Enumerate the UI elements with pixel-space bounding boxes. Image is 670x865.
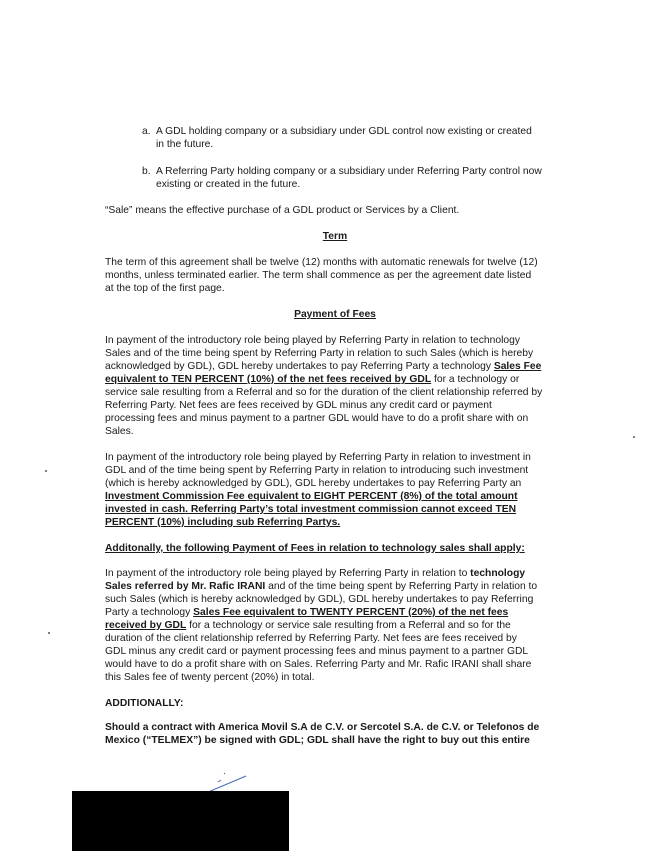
term-paragraph: The term of this agreement shall be twelve (12) months with automatic renewals for twelve (12) months, unless terminated earlier. The term shall commence as per the agreement date listed at the top of the first page.	[105, 257, 538, 294]
investment-fee-emphasis: invested in cash. Referring Party’s total investment commission cannot exceed TEN	[105, 504, 517, 515]
sales-fee-emphasis: Sales Fee	[493, 361, 542, 372]
payment-heading: Payment of Fees	[294, 309, 376, 320]
scan-speck	[633, 436, 635, 438]
sales-fee-emphasis: received by GDL	[105, 620, 187, 631]
payment-paragraph-2: In payment of the introductory role being played by Referring Party in relation to investment in GDL and of the time being spent by Referring Party in relation to introducing such investment (which is hereby acknowledged by GDL), GDL hereby undertakes to pay Referring Party an Investment Commission Fee equivalent to EIGHT PERCENT (8%) of the total amount invested in cash. Referring Party’s total investment commission cannot exceed TEN PERCENT (10%) including sub Referring Partys.	[105, 451, 555, 529]
investment-fee-emphasis: PERCENT (10%) including sub Referring Partys.	[105, 517, 341, 528]
list-marker: b.	[142, 166, 151, 177]
redaction-block	[72, 791, 289, 851]
list-marker: a.	[142, 126, 151, 137]
list-text: A Referring Party holding company or a subsidiary under Referring Party control now existing or created in the future.	[156, 166, 542, 190]
sales-fee-emphasis: Sales Fee equivalent to TWENTY PERCENT (20%) of the net fees	[193, 607, 509, 618]
scan-speck	[45, 470, 47, 472]
additionally-paragraph: Should a contract with America Movil S.A de C.V. or Sercotel S.A. de C.V. or Telefonos de Mexico (“TELMEX”) be signed with GDL; GDL shall have the right to buy out this entire	[105, 722, 540, 746]
term-heading: Term	[322, 231, 348, 242]
additional-fees-heading: Additonally, the following Payment of Fees in relation to technology sales shall apply:	[105, 543, 525, 554]
investment-fee-emphasis: Investment Commission Fee equivalent to EIGHT PERCENT (8%) of the total amount	[105, 491, 518, 502]
scan-speck	[48, 632, 50, 634]
sale-definition: “Sale” means the effective purchase of a GDL product or Services by a Client.	[105, 205, 460, 216]
payment-paragraph-3: In payment of the introductory role being played by Referring Party in relation to technology Sales referred by Mr. Rafic IRANI and of the time being spent by Referring Party in relation to such Sales (which is hereby acknowledged by GDL), GDL hereby undertakes to pay Referring Party a technology Sales Fee equivalent to TWENTY PERCENT (20%) of the net fees received by GDL for a technology or service sale resulting from a Referral and so for the duration of the client relationship referred by Referring Party. Net fees are fees received by GDL minus any credit card or payment processing fees and minus payment to a partner GDL would have to do a profit share with on Sales. Referring Party and Mr. Rafic IRANI shall share this Sales fee of twenty percent (20%) in total.	[105, 568, 538, 683]
list-text: A GDL holding company or a subsidiary under GDL control now existing or created in the future.	[156, 126, 532, 150]
payment-paragraph-1: In payment of the introductory role being played by Referring Party in relation to technology Sales and of the time being spent by Referring Party in relation to such Sales (which is hereby acknowledged by GDL), GDL hereby undertakes to pay Referring Party a technology Sales Fee equivalent to TEN PERCENT (10%) of the net fees received by GDL for a technology or service sale resulting from a Referral and so for the duration of the client relationship referred by Referring Party. Net fees are fees received by GDL minus any credit card or payment processing fees and minus payment to a partner GDL would have to do a profit share with on Sales.	[105, 335, 543, 437]
sales-fee-emphasis: equivalent to TEN PERCENT (10%) of the net fees received by GDL	[105, 374, 432, 385]
additionally-heading: ADDITIONALLY:	[105, 698, 184, 709]
